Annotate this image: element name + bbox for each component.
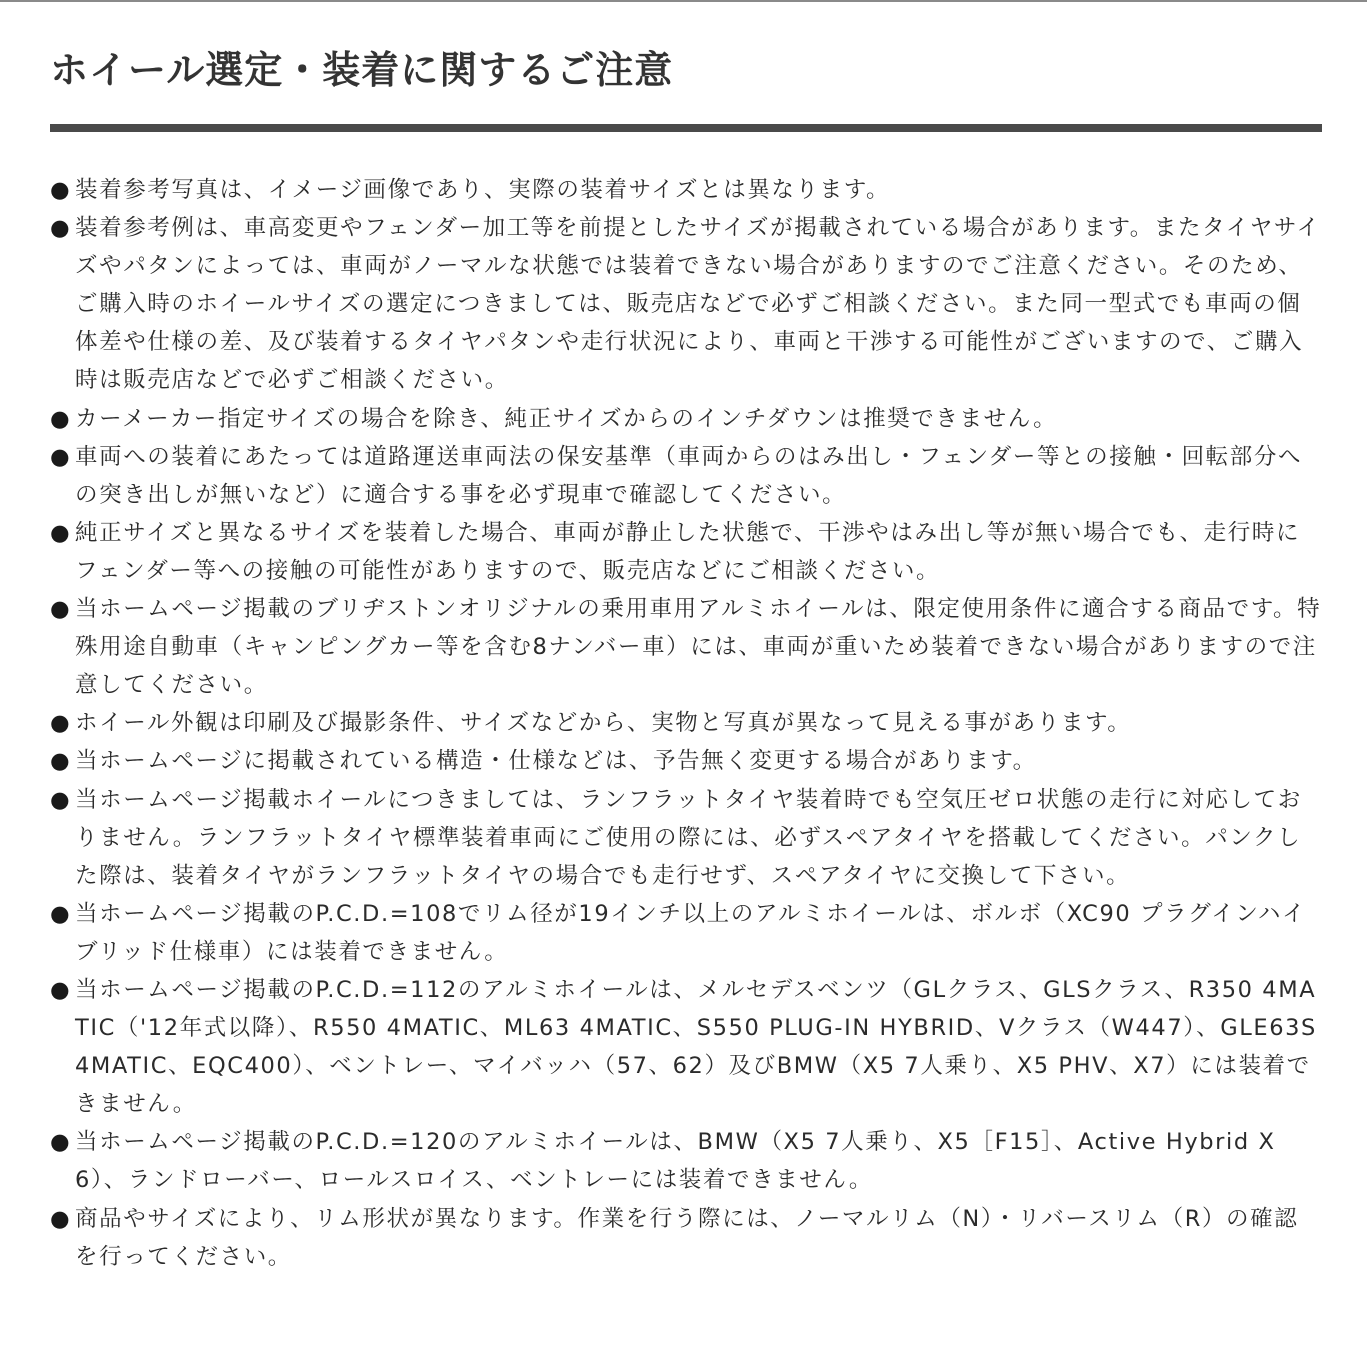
- title-underline-bar: [50, 124, 1322, 132]
- top-divider: [0, 0, 1367, 2]
- bullet-icon: ●: [50, 215, 72, 242]
- note-text: 当ホームページ掲載ホイールにつきましては、ランフラットタイヤ装着時でも空気圧ゼロ状態の走行に対応しておりません。ランフラットタイヤ標準装着車両にご使用の際には、必ずスペアタイヤを搭載してください。パンクした際は、装着タイヤがランフラットタイヤの場合でも走行せず、スペアタイヤに交換して下さい。: [75, 786, 1302, 889]
- bullet-icon: ●: [50, 900, 72, 927]
- note-item: [50, 514, 1322, 590]
- note-item: [50, 742, 1322, 780]
- bullet-icon: ●: [50, 177, 72, 203]
- note-text: 当ホームページ掲載のP.C.D.=108でリム径が19インチ以上のアルミホイールは、ボルボ（XC90 プラグインハイブリッド仕様車）には装着できません。: [75, 900, 1307, 965]
- note-item: [50, 1123, 1322, 1199]
- bullet-icon: ●: [50, 710, 72, 737]
- note-item: [50, 438, 1322, 514]
- notes-list: [50, 171, 1322, 1276]
- bullet-icon: ●: [50, 443, 72, 470]
- note-text: 装着参考例は、車高変更やフェンダー加工等を前提としたサイズが掲載されている場合があります。またタイヤサイズやパタンによっては、車両がノーマルな状態では装着できない場合がありますのでご注意ください。そのため、ご購入時のホイールサイズの選定につきましては、販売店などで必ずご相談ください。また同一型式でも車両の個体差や仕様の差、及び装着するタイヤパタンや走行状況により、車両と干渉する可能性がございますので、ご購入時は販売店などで必ずご相談ください。: [75, 215, 1321, 394]
- note-item: [50, 1200, 1322, 1276]
- note-text: 当ホームページ掲載のP.C.D.=112のアルミホイールは、メルセデスベンツ（GLクラス、GLSクラス、R350 4MATIC（'12年式以降）、R550 4MATIC、ML63 4MATIC、S550 PLUG-IN HYBRID、Vクラス（W447）、GLE63S 4MATIC、EQC400）、ベントレー、マイバッハ（57、62）及びBMW（X5 7人乗り、X5 PHV、X7）には装着できません。: [75, 976, 1317, 1118]
- note-item: [50, 590, 1322, 704]
- bullet-icon: ●: [50, 596, 72, 623]
- bullet-icon: ●: [50, 1129, 72, 1156]
- note-item: [50, 895, 1322, 971]
- bullet-icon: ●: [50, 1205, 72, 1232]
- bullet-icon: ●: [50, 519, 72, 546]
- note-text: ホイール外観は印刷及び撮影条件、サイズなどから、実物と写真が異なって見える事があります。: [75, 710, 1132, 737]
- note-text: 商品やサイズにより、リム形状が異なります。作業を行う際には、ノーマルリム（N）・リバースリム（R）の確認を行ってください。: [75, 1205, 1299, 1270]
- note-item: [50, 171, 1322, 209]
- note-item: [50, 781, 1322, 895]
- bullet-icon: ●: [50, 786, 72, 813]
- bullet-icon: ●: [50, 405, 72, 432]
- bullet-icon: ●: [50, 748, 72, 775]
- note-text: 装着参考写真は、イメージ画像であり、実際の装着サイズとは異なります。: [75, 177, 891, 203]
- note-text: 当ホームページに掲載されている構造・仕様などは、予告無く変更する場合があります。: [75, 748, 1037, 775]
- note-item: [50, 971, 1322, 1123]
- bullet-icon: ●: [50, 976, 72, 1003]
- note-item: [50, 400, 1322, 438]
- page-title: ホイール選定・装着に関するご注意: [50, 48, 674, 92]
- note-item: [50, 704, 1322, 742]
- note-text: 当ホームページ掲載のP.C.D.=120のアルミホイールは、BMW（X5 7人乗り、X5［F15］、Active Hybrid X6）、ランドローバー、ロールスロイス、ベントレーには装着できません。: [75, 1129, 1276, 1194]
- note-text: カーメーカー指定サイズの場合を除き、純正サイズからのインチダウンは推奨できません。: [75, 405, 1058, 432]
- note-text: 車両への装着にあたっては道路運送車両法の保安基準（車両からのはみ出し・フェンダー等との接触・回転部分への突き出しが無いなど）に適合する事を必ず現車で確認してください。: [75, 443, 1303, 508]
- note-text: 当ホームページ掲載のブリヂストンオリジナルの乗用車用アルミホイールは、限定使用条件に適合する商品です。特殊用途自動車（キャンピングカー等を含む8ナンバー車）には、車両が重いため装着できない場合がありますので注意してください。: [75, 596, 1322, 699]
- note-item: [50, 209, 1322, 399]
- note-text: 純正サイズと異なるサイズを装着した場合、車両が静止した状態で、干渉やはみ出し等が無い場合でも、走行時にフェンダー等への接触の可能性がありますので、販売店などにご相談ください。: [75, 519, 1301, 584]
